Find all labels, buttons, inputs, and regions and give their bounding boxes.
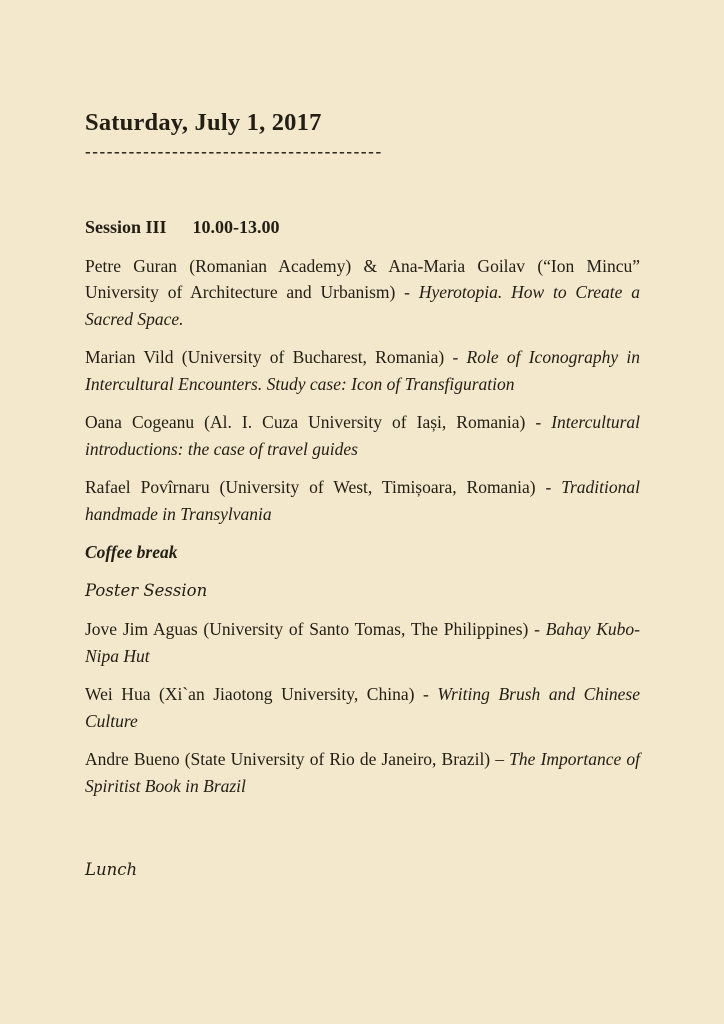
dashed-divider: ----------------------------------------- [85, 142, 383, 162]
entry-work-title: Traditional handmade in Transylvania [85, 477, 640, 524]
program-entry [85, 474, 640, 527]
entry-work-title: Writing Brush and Chinese Culture [85, 684, 641, 731]
entry-work-title: Hyerotopia. How to Create a Sacred Space. [85, 282, 640, 329]
entry-work-title: Bahay Kubo-Nipa Hut [85, 619, 640, 666]
session-label: Session III [85, 217, 167, 238]
entry-speakers: Marian Vild (University of Bucharest, Romania) - [85, 347, 467, 368]
poster-session-label: Poster Session [85, 580, 208, 600]
entry-speakers: Jove Jim Aguas (University of Santo Tomas, The Philippines) - [85, 619, 546, 640]
session-heading [85, 216, 640, 239]
entry-speakers: Rafael Povîrnaru (University of West, Timișoara, Romania) - [85, 477, 562, 498]
entry-work-title: The Importance of Spiritist Book in Brazil [85, 749, 640, 796]
date-heading: Saturday, July 1, 2017 [85, 109, 322, 136]
program-entry [85, 344, 640, 397]
entry-work-title: Intercultural introductions: the case of travel guides [85, 412, 640, 459]
lunch-label: Lunch [85, 860, 138, 880]
program-entry [85, 746, 640, 799]
program-entry [85, 616, 640, 669]
coffee-break-label: Coffee break [85, 542, 178, 563]
entry-speakers: Wei Hua (Xi`an Jiaotong University, China) - [85, 684, 438, 705]
entry-speakers: Petre Guran (Romanian Academy) & Ana-Maria Goilav (“Ion Mincu” University of Architecture and Urbanism) - [85, 255, 640, 303]
program-entry [85, 409, 640, 462]
entry-speakers: Oana Cogeanu (Al. I. Cuza University of Iași, Romania) - [85, 412, 552, 433]
program-entry [85, 253, 640, 333]
program-entry [85, 681, 640, 734]
session-time: 10.00-13.00 [192, 217, 280, 238]
entry-work-title: Role of Iconography in Intercultural Encounters. Study case: Icon of Transfiguration [85, 347, 641, 394]
entry-speakers: Andre Bueno (State University of Rio de Janeiro, Brazil) – [85, 749, 510, 770]
